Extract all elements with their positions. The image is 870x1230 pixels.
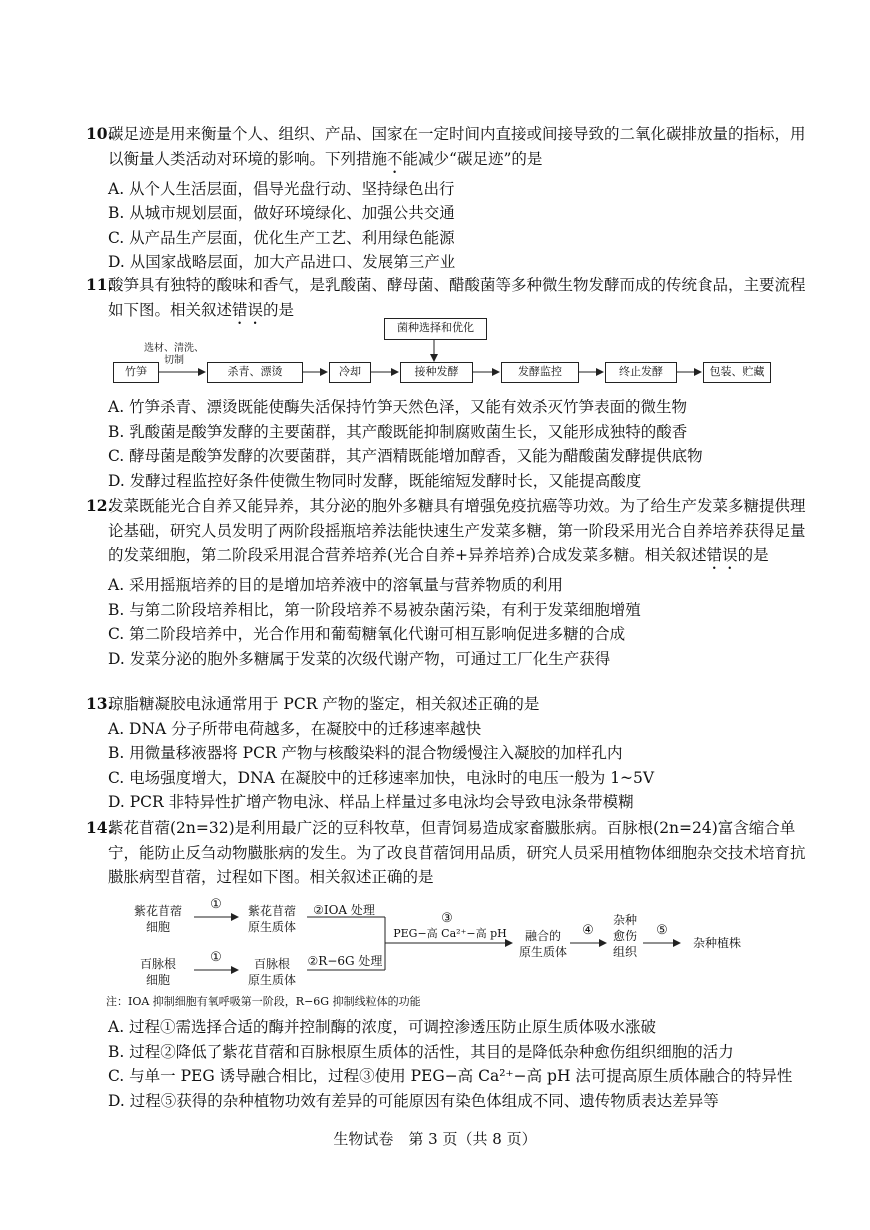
- step-4-label: ④: [582, 923, 594, 938]
- emphasis-text: 错误: [232, 300, 264, 319]
- question-number: 14.: [86, 818, 113, 837]
- option-a: A. 从个人生活层面，倡导光盘行动、坚持绿色出行: [108, 179, 455, 198]
- flow-box-5: 发酵监控: [501, 362, 579, 383]
- step-2b-label: ②R−6G 处理: [307, 954, 383, 968]
- option-b: B. 过程②降低了紫花苜蓿和百脉根原生质体的活性，其目的是降低杂种愈伤组织细胞的活力: [108, 1042, 734, 1061]
- option-a: A. DNA 分子所带电荷越多，在凝胶中的迁移速率越快: [108, 719, 482, 738]
- stem-text: 碳足迹是用来衡量个人、组织、产品、国家在一定时间内直接或间接导致的二氧化碳排放量的指标，用以衡量人类活动对环境的影响。下列措施: [108, 125, 806, 168]
- cell-1-label: 紫花苜蓿 细胞: [133, 904, 182, 934]
- option-a: A. 采用摇瓶培养的目的是增加培养液中的溶氧量与营养物质的利用: [108, 576, 564, 594]
- option-d: D. 发菜分泌的胞外多糖属于发菜的次级代谢产物，可通过工厂化生产获得: [108, 649, 611, 668]
- stem-text: 的是: [263, 300, 295, 319]
- stem-text: 的是: [737, 546, 769, 564]
- stem-text: 紫花苜蓿(2n=32)是利用最广泛的豆科牧草，但青饲易造成家畜臌胀病。百脉根(2n=24)富含缩合单宁，能防止反刍动物臌胀病的发生。为了改良苜蓿饲用品质，研究人员采用植物体细胞杂交技术培育抗臌胀病型苜蓿，过程如下图。相关叙述正确的是: [108, 819, 806, 886]
- step-1-label: ①: [210, 950, 222, 965]
- flow-top-box: 菌种选择和优化: [384, 318, 487, 340]
- cell-2-label: 百脉根 细胞: [139, 957, 176, 987]
- flow-box-6: 终止发酵: [605, 362, 677, 383]
- option-c: C. 从产品生产层面，优化生产工艺、利用绿色能源: [108, 228, 455, 247]
- option-a: A. 竹笋杀青、漂烫既能使酶失活保持竹笋天然色泽，又能有效杀灭竹笋表面的微生物: [108, 398, 688, 416]
- emphasis-text: 错误: [706, 546, 738, 564]
- emphasis-text: 不: [387, 149, 403, 168]
- option-c: C. 第二阶段培养中，光合作用和葡萄糖氧化代谢可相互影响促进多糖的合成: [108, 625, 626, 643]
- option-c: C. 电场强度增大，DNA 在凝胶中的迁移速率加快，电泳时的电压一般为 1~5V: [108, 768, 655, 787]
- option-d: D. 从国家战略层面，加大产品进口、发展第三产业: [108, 253, 456, 271]
- option-c: C. 酵母菌是酸笋发酵的次要菌群，其产酒精既能增加醇香，又能为醋酸菌发酵提供底物: [108, 447, 703, 465]
- stem-text: 酸笋具有独特的酸味和香气，是乳酸菌、酵母菌、醋酸菌等多种微生物发酵而成的传统食品，主要流程如下图。相关叙述: [108, 276, 806, 319]
- option-d: D. 过程⑤获得的杂种植物功效有差异的可能原因有染色体组成不同、遗传物质表达差异等: [108, 1091, 719, 1110]
- option-b: B. 乳酸菌是酸笋发酵的主要菌群，其产酸既能抑制腐败菌生长，又能形成独特的酸香: [108, 422, 688, 441]
- protoplast-1-label: 紫花苜蓿 原生质体: [247, 904, 296, 934]
- option-a: A. 过程①需选择合适的酶并控制酶的浓度，可调控渗透压防止原生质体吸水涨破: [108, 1018, 657, 1036]
- page-footer: 生物试卷 第 3 页（共 8 页）: [333, 1130, 537, 1148]
- stem-text: 发菜既能光合自养又能异养，其分泌的胞外多糖具有增强免疫抗癌等功效。为了给生产发菜多糖提供理论基础，研究人员发明了两阶段摇瓶培养法能快速生产发菜多糖，第一阶段采用光合自养培养获得足量的发菜细胞，第二阶段采用混合营养培养(光合自养+异养培养)合成发菜多糖。相关叙述: [108, 497, 806, 564]
- option-d: D. 发酵过程监控好条件使微生物同时发酵，既能缩短发酵时长，又能提高酸度: [108, 471, 642, 490]
- flow-box-2: 杀青、漂烫: [207, 362, 303, 383]
- step-2a-label: ②IOA 处理: [313, 903, 375, 917]
- question-number: 11.: [86, 275, 113, 294]
- option-b: B. 从城市规划层面，做好环境绿化、加强公共交通: [108, 204, 455, 222]
- hybrid-callus-label: 杂种 愈伤 组织: [612, 913, 637, 959]
- fused-protoplast-label: 融合的 原生质体: [518, 929, 567, 959]
- flow-box-7: 包装、贮藏: [703, 362, 771, 383]
- flow-box-4: 接种发酵: [400, 362, 473, 383]
- question-number: 10.: [86, 124, 113, 143]
- step-5-label: ⑤: [656, 923, 668, 938]
- option-b: B. 用微量移液器将 PCR 产物与核酸染料的混合物缓慢注入凝胶的加样孔内: [108, 744, 623, 762]
- flow-prep-label: 选材、清洗、切制: [144, 343, 204, 366]
- option-c: C. 与单一 PEG 诱导融合相比，过程③使用 PEG−高 Ca²⁺−高 pH 法可提高原生质体融合的特异性: [108, 1067, 793, 1085]
- step-1-label: ①: [210, 897, 222, 912]
- option-d: D. PCR 非特异性扩增产物电泳、样品上样量过多电泳均会导致电泳条带模糊: [108, 793, 634, 811]
- question-number: 13.: [86, 694, 113, 713]
- fusion-method-label: PEG−高 Ca²⁺−高 pH: [393, 927, 507, 940]
- stem-text: 琼脂糖凝胶电泳通常用于 PCR 产物的鉴定，相关叙述正确的是: [108, 695, 540, 713]
- question-number: 12.: [86, 496, 113, 515]
- flow-box-3: 冷却: [329, 362, 371, 383]
- option-b: B. 与第二阶段培养相比，第一阶段培养不易被杂菌污染，有利于发菜细胞增殖: [108, 600, 641, 619]
- flow-box-1: 竹笋: [113, 362, 159, 383]
- diagram-note: 注：IOA 抑制细胞有氧呼吸第一阶段，R−6G 抑制线粒体的功能: [106, 995, 421, 1008]
- question-14-options: [86, 1015, 806, 1113]
- step-3-label: ③: [441, 911, 453, 926]
- stem-text: 能减少“碳足迹”的是: [402, 149, 543, 168]
- protoplast-2-label: 百脉根 原生质体: [247, 957, 296, 987]
- hybrid-plant-label: 杂种植株: [692, 936, 741, 950]
